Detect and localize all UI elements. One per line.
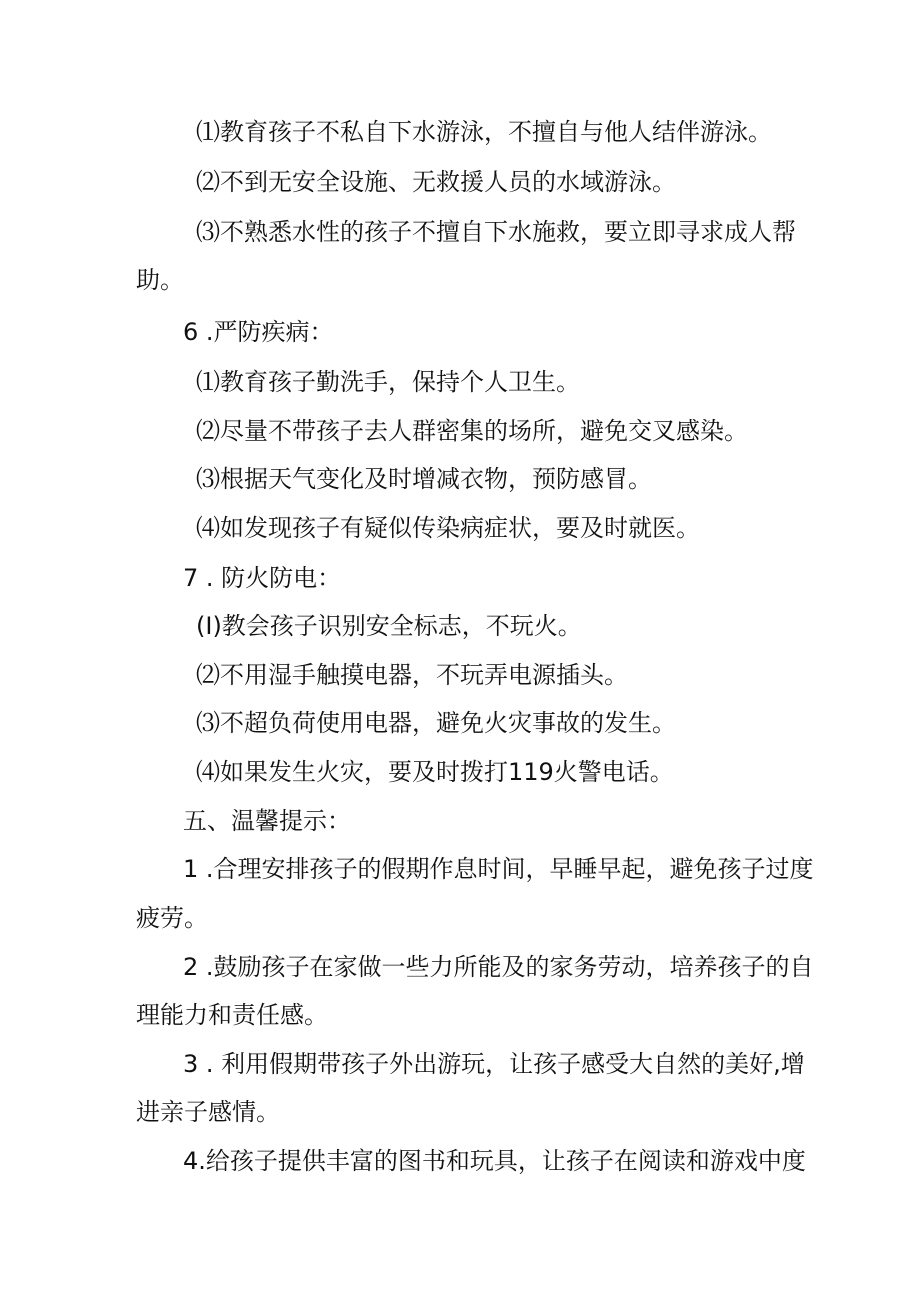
section-heading-fire: 7 . 防火防电： [183,564,342,592]
list-item-disease-1: ⑴教育孩子勤洗手，保持个人卫生。 [196,368,580,396]
tip-1: 1 .合理安排孩子的假期作息时间，早睡早起，避免孩子过度 [183,855,814,883]
section-heading-disease: 6 .严防疾病： [183,318,334,346]
list-item-fire-4: ⑷如果发生火灾，要及时拨打119火警电话。 [196,758,674,786]
list-item-fire-2: ⑵不用湿手触摸电器，不玩弄电源插头。 [196,661,628,689]
tip-3-continued: 进亲子感情。 [136,1098,280,1126]
list-item-disease-2: ⑵尽量不带孩子去人群密集的场所，避免交叉感染。 [196,417,748,445]
section-heading-tips: 五、温馨提示： [183,807,351,835]
list-item-disease-4: ⑷如发现孩子有疑似传染病症状，要及时就医。 [196,514,700,542]
list-item-swim-2: ⑵不到无安全设施、无救援人员的水域游泳。 [196,168,676,196]
tip-1-continued: 疲劳。 [136,904,208,932]
list-item-fire-3: ⑶不超负荷使用电器，避免火灾事故的发生。 [196,709,676,737]
list-item-swim-1: ⑴教育孩子不私自下水游泳，不擅自与他人结伴游泳。 [196,118,772,146]
tip-2-continued: 理能力和责任感。 [136,1001,328,1029]
list-item-swim-3-continued: 助。 [136,266,184,294]
list-item-swim-3: ⑶不熟悉水性的孩子不擅自下水施救，要立即寻求成人帮 [196,218,796,246]
tip-3: 3 . 利用假期带孩子外出游玩，让孩子感受大自然的美好,增 [183,1050,805,1078]
tip-4: 4.给孩子提供丰富的图书和玩具，让孩子在阅读和游戏中度 [183,1147,806,1175]
list-item-fire-1: (I)教会孩子识别安全标志，不玩火。 [196,612,582,640]
tip-2: 2 .鼓励孩子在家做一些力所能及的家务劳动，培养孩子的自 [183,953,814,981]
list-item-disease-3: ⑶根据天气变化及时增减衣物，预防感冒。 [196,465,652,493]
